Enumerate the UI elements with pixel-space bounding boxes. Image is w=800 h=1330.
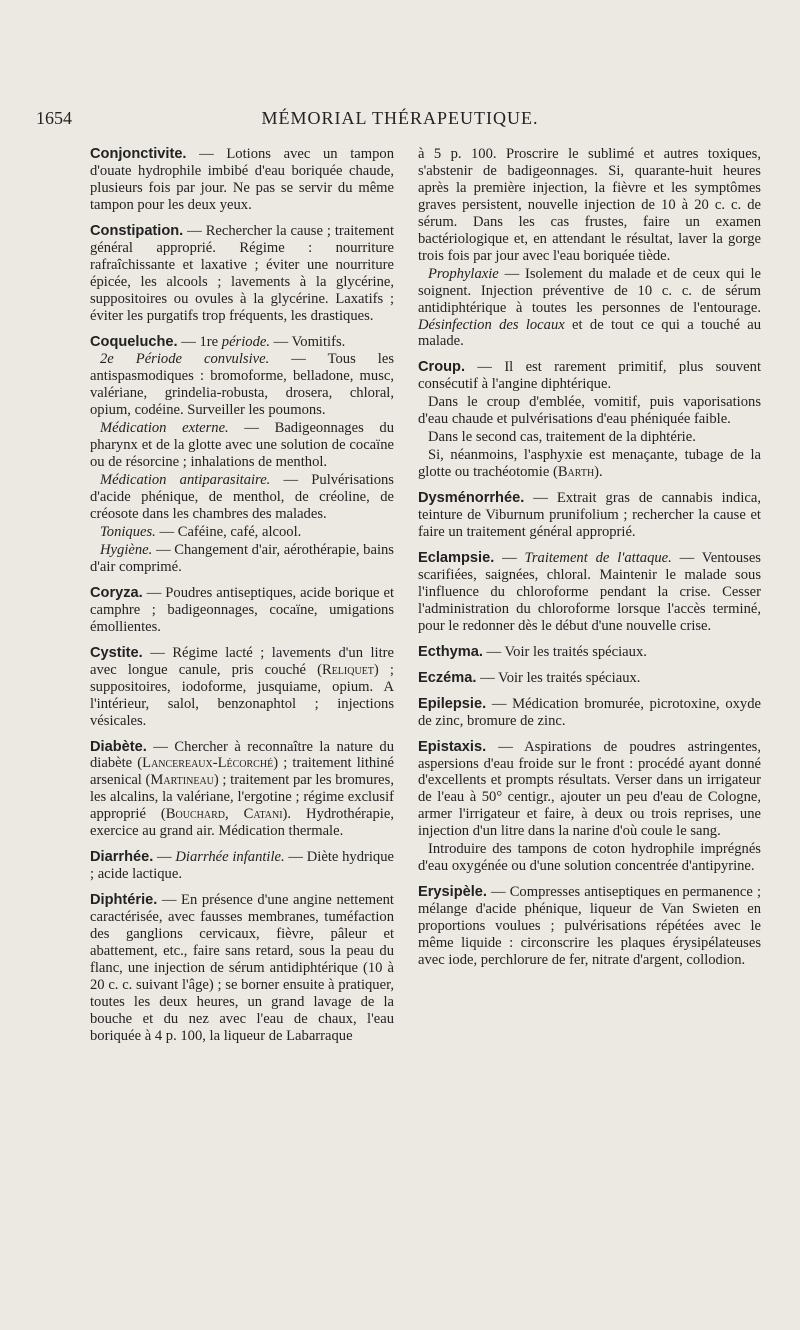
entry-text: — Caféine, café, alcool.	[155, 524, 302, 541]
author-name: Bouchard, Catani	[165, 806, 283, 823]
italic-text: Diarrhée infantile.	[175, 849, 285, 866]
italic-lead: Médication externe.	[100, 420, 229, 437]
entry-term: Epistaxis.	[418, 738, 487, 755]
italic-text: Désinfection des locaux	[418, 316, 565, 333]
entry-text: Dans le second cas, traitement de la diphtérie.	[428, 429, 696, 446]
entry-paragraph	[90, 420, 394, 471]
author-name: Lancereaux-Lécorché	[142, 755, 274, 772]
entry-paragraph	[418, 447, 761, 481]
page-number: 1654	[36, 108, 72, 128]
entry-term: Eczéma.	[418, 669, 477, 686]
entry-paragraph	[90, 524, 394, 541]
entry-text: ) ; suppositoires, iodoforme, jusquiame, opium. A l'intérieur, salol, benzonaphtol ; injections vésicales.	[90, 661, 394, 729]
entry-term: Coryza.	[90, 584, 143, 601]
italic-text: Traitement de l'attaque.	[524, 549, 672, 566]
entry-paragraph	[418, 841, 761, 875]
entry-text: — Ventouses scarifiées, saignées, chloral. Maintenir le malade sous l'influence du chloroforme pendant la crise. Cesser l'administration du chloroforme lorsque l'accès terminé, pour le redonner dès le début d'une nouvelle crise.	[418, 549, 761, 634]
entry-text: — Voir les traités spéciaux.	[482, 643, 647, 660]
entry-paragraph	[418, 146, 761, 265]
entry-paragraph	[90, 472, 394, 523]
entry-paragraph	[90, 351, 394, 419]
entry-text: à 5 p. 100. Proscrire le sublimé et autres toxiques, s'abstenir de badigeonnages. Si, quarante-huit heures après la première injection, la fièvre et les symptômes graves persistent, nouvelle injection de 10 à 20 c. c. de sérum. Dans les cas frustes, faire un examen bactériologique et, en attendant le résultat, laver la gorge trois fois par jour avec l'eau boriquée tiède.	[418, 146, 761, 264]
entry-text: — Isolement du malade et de ceux qui le soignent. Injection préventive de 10 c. c. de sérum antidiphtérique à toutes les personnes de l'entourage.	[418, 265, 761, 316]
entry-text: — Lotions avec un tampon d'ouate hydrophile imbibé d'eau boriquée chaude, plusieurs fois par jour. Ne pas se servir du même tampon pour les deux yeux.	[90, 146, 394, 213]
entry-text: — Poudres antiseptiques, acide borique et camphre ; badigeonnages, cocaïne, umigations émollientes.	[90, 584, 394, 635]
entry-text: ) ; traitement lithiné arsenical (	[90, 755, 394, 789]
entry-paragraph	[418, 696, 761, 730]
entry-text: ).	[594, 464, 603, 481]
entry-paragraph	[90, 739, 394, 841]
entry-term: Ecthyma.	[418, 643, 483, 660]
entry-term: Erysipèle.	[418, 884, 487, 901]
entry-text: ) ; traitement par les bromures, les alcalins, la valériane, l'ergotine ; régime exclusif approprié (	[90, 772, 394, 823]
entry-paragraph	[90, 585, 394, 636]
entry-term: Epilepsie.	[418, 695, 487, 712]
entry-term: Diarrhée.	[90, 849, 154, 866]
italic-lead: Médication antiparasitaire.	[100, 472, 271, 489]
entry-term: Coqueluche.	[90, 333, 178, 350]
entry-text: — Diète hydrique ; acide lactique.	[90, 849, 394, 883]
entry-paragraph	[90, 849, 394, 883]
entry-term: Constipation.	[90, 222, 184, 239]
entry-text: — 1re	[177, 333, 222, 350]
entry-term: Dysménorrhée.	[418, 490, 525, 507]
entry-term: Cystite.	[90, 644, 143, 661]
entry-text: —	[153, 849, 176, 866]
entry-paragraph	[418, 490, 761, 541]
entry-paragraph	[418, 394, 761, 428]
italic-text: période.	[221, 333, 270, 350]
entry-paragraph	[418, 429, 761, 446]
entry-paragraph	[90, 334, 394, 351]
page-header	[36, 108, 764, 136]
entry-text: — Rechercher la cause ; traitement général approprié. Régime : nourriture rafraîchissante et laxative ; éviter une nourriture épicée, les alcools ; lavements à la glycérine, suppositoires ou ovules à la glycérine. Laxatifs ; éviter les purgatifs trop fréquents, les drastiques.	[90, 222, 394, 324]
entry-text: — Régime lacté ; lavements d'un litre avec longue canule, pris couché (	[90, 644, 394, 678]
running-title: MÉMORIAL THÉRAPEUTIQUE.	[261, 108, 539, 128]
entry-paragraph	[418, 550, 761, 635]
entry-text: — Aspirations de poudres astringentes, aspersions d'eau froide sur le front : procédé ayant donné d'excellents et prompts résultats. Verser dans un irrigateur de l'eau à 50° centigr., ajouter un peu d'eau de Cologne, armer l'irrigateur et faire, à deux ou trois reprises, une injection d'un litre dans la narine d'où coule le sang.	[418, 738, 761, 840]
left-column	[90, 146, 394, 1054]
entry-text: Si, néanmoins, l'asphyxie est menaçante, tubage de la glotte ou trachéotomie (	[418, 447, 761, 481]
entry-term: Diphtérie.	[90, 892, 158, 909]
entry-paragraph	[90, 146, 394, 214]
right-column	[418, 146, 761, 978]
entry-paragraph	[418, 644, 761, 661]
entry-paragraph	[90, 892, 394, 1045]
author-name: Martineau	[150, 772, 214, 789]
entry-text: Dans le croup d'emblée, vomitif, puis vaporisations d'eau chaude et pulvérisations d'eau phéniquée faible.	[418, 394, 761, 428]
entry-text: — Il est rarement primitif, plus souvent consécutif à l'angine diphtérique.	[418, 359, 761, 393]
entry-text: Introduire des tampons de coton hydrophile imprégnés d'eau oxygénée ou d'une solution concentrée d'antipyrine.	[418, 841, 761, 875]
entry-text: ). Hydrothérapie, exercice au grand air. Médication thermale.	[90, 806, 394, 840]
entry-text: — Compresses antiseptiques en permanence ; mélange d'acide phénique, liqueur de Van Swieten en proportions voulues ; pulvérisations répétées avec le même liquide : circonscrire les plaques érysipélateuses avec iode, perchlorure de fer, nitrate d'argent, collodion.	[418, 884, 761, 968]
entry-text: — Badigeonnages du pharynx et de la glotte avec une solution de cocaïne ou de résorcine ; inhalations de menthol.	[90, 420, 394, 471]
entry-paragraph	[90, 542, 394, 576]
italic-lead: Toniques.	[100, 524, 156, 541]
entry-text: — Changement d'air, aérothérapie, bains d'air comprimé.	[90, 541, 394, 575]
entry-term: Conjonctivite.	[90, 146, 187, 162]
entry-text: — En présence d'une angine nettement caractérisée, avec fausses membranes, tuméfaction des ganglions cervicaux, fièvre, pâleur et abattement, etc., faire sans retard, sous la peau du flanc, une injection de sérum antidiphtérique (10 à 20 c. c. suivant l'âge) ; se borner ensuite à pratiquer, toutes les deux heures, un grand lavage de la bouche et du nez avec l'eau de chaux, l'eau boriquée à 4 p. 100, la liqueur de Labarraque	[90, 892, 394, 1044]
entry-text: — Médication bromurée, picrotoxine, oxyde de zinc, bromure de zinc.	[418, 695, 761, 729]
entry-text: —	[494, 549, 525, 566]
entry-term: Eclampsie.	[418, 549, 495, 566]
italic-lead: Hygiène.	[100, 541, 153, 558]
entry-paragraph	[418, 884, 761, 969]
entry-text: — Vomitifs.	[270, 333, 346, 350]
entry-text: — Chercher à reconnaître la nature du diabète (	[90, 738, 394, 772]
entry-text: et de tout ce qui a touché au malade.	[418, 316, 762, 350]
entry-paragraph	[90, 223, 394, 325]
entry-paragraph	[418, 739, 761, 841]
entry-term: Croup.	[418, 359, 466, 376]
italic-lead: Prophylaxie	[428, 265, 499, 282]
entry-paragraph	[90, 645, 394, 730]
entry-text: — Voir les traités spéciaux.	[476, 669, 641, 686]
italic-lead: 2e Période convulsive.	[100, 351, 270, 368]
entry-paragraph	[418, 670, 761, 687]
entry-text: — Extrait gras de cannabis indica, teinture de Viburnum prunifolium ; rechercher la cause et faire un traitement général approprié.	[418, 490, 761, 541]
author-name: Reliquet	[321, 661, 374, 678]
author-name: Barth	[557, 464, 595, 481]
entry-text: — Tous les antispasmodiques : bromoforme, belladone, musc, valériane, grindelia-robusta, drosera, chloral, opium, codéine. Surveiller les poumons.	[90, 351, 395, 419]
entry-paragraph	[418, 359, 761, 393]
entry-text: — Pulvérisations d'acide phénique, de menthol, de créoline, de créosote dans les chambres des malades.	[90, 472, 394, 523]
entry-term: Diabète.	[90, 738, 147, 755]
entry-paragraph	[418, 266, 761, 351]
